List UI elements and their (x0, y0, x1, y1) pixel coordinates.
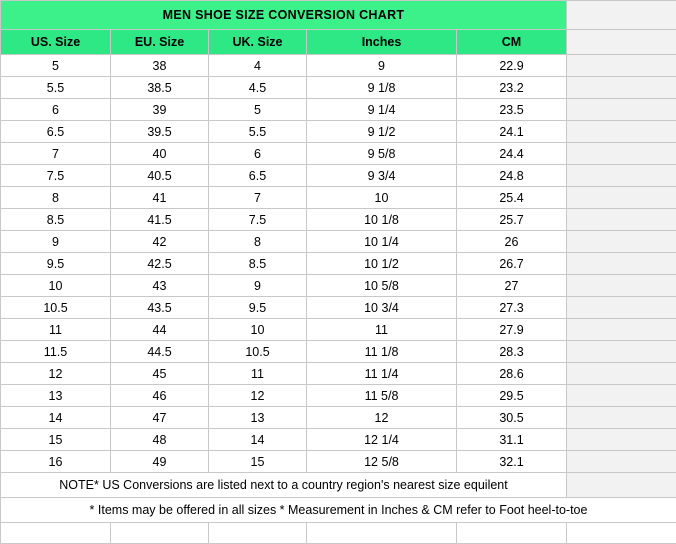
empty-cell (567, 143, 676, 165)
empty-cell (567, 209, 676, 231)
cell-us-size: 7.5 (1, 165, 111, 187)
note-row (1, 498, 676, 523)
empty-cell (567, 187, 676, 209)
cell-inches: 12 1/4 (307, 429, 457, 451)
cell-uk-size: 5.5 (209, 121, 307, 143)
cell-us-size: 9.5 (1, 253, 111, 275)
table-row (1, 385, 676, 407)
empty-cell (567, 165, 676, 187)
cell-inches: 10 (307, 187, 457, 209)
empty-cell (567, 363, 676, 385)
table-row (1, 231, 676, 253)
cell-cm: 28.3 (457, 341, 567, 363)
cell-us-size: 11.5 (1, 341, 111, 363)
cell-eu-size: 41 (111, 187, 209, 209)
cell-uk-size: 6.5 (209, 165, 307, 187)
cell-eu-size: 38.5 (111, 77, 209, 99)
cell-cm: 27 (457, 275, 567, 297)
cell-uk-size: 12 (209, 385, 307, 407)
cell-inches: 9 1/8 (307, 77, 457, 99)
cell-cm: 31.1 (457, 429, 567, 451)
cell-cm: 22.9 (457, 55, 567, 77)
empty-cell (567, 253, 676, 275)
cell-inches: 11 5/8 (307, 385, 457, 407)
cell-cm: 28.6 (457, 363, 567, 385)
empty-cell (567, 275, 676, 297)
note-row (1, 473, 676, 498)
cell-eu-size: 46 (111, 385, 209, 407)
column-header-eu-size: EU. Size (111, 30, 209, 55)
empty-cell (209, 523, 307, 544)
empty-cell (567, 385, 676, 407)
empty-cell (567, 30, 676, 55)
empty-cell (567, 523, 676, 544)
cell-inches: 10 3/4 (307, 297, 457, 319)
cell-eu-size: 38 (111, 55, 209, 77)
cell-cm: 24.1 (457, 121, 567, 143)
cell-inches: 9 (307, 55, 457, 77)
cell-cm: 24.4 (457, 143, 567, 165)
empty-cell (567, 77, 676, 99)
table-row (1, 275, 676, 297)
column-header-uk-size: UK. Size (209, 30, 307, 55)
table-row (1, 363, 676, 385)
cell-cm: 26 (457, 231, 567, 253)
cell-eu-size: 48 (111, 429, 209, 451)
cell-us-size: 10.5 (1, 297, 111, 319)
empty-cell (111, 523, 209, 544)
cell-eu-size: 40 (111, 143, 209, 165)
cell-uk-size: 15 (209, 451, 307, 473)
cell-eu-size: 39.5 (111, 121, 209, 143)
cell-uk-size: 8.5 (209, 253, 307, 275)
cell-uk-size: 5 (209, 99, 307, 121)
cell-eu-size: 43.5 (111, 297, 209, 319)
empty-cell (567, 231, 676, 253)
cell-us-size: 13 (1, 385, 111, 407)
cell-us-size: 5 (1, 55, 111, 77)
empty-cell (567, 407, 676, 429)
cell-eu-size: 44 (111, 319, 209, 341)
cell-us-size: 6 (1, 99, 111, 121)
cell-us-size: 12 (1, 363, 111, 385)
empty-cell (567, 297, 676, 319)
cell-uk-size: 4 (209, 55, 307, 77)
table-row (1, 121, 676, 143)
cell-inches: 11 (307, 319, 457, 341)
cell-inches: 10 1/4 (307, 231, 457, 253)
cell-eu-size: 44.5 (111, 341, 209, 363)
table-row (1, 55, 676, 77)
cell-us-size: 10 (1, 275, 111, 297)
cell-uk-size: 13 (209, 407, 307, 429)
cell-cm: 25.7 (457, 209, 567, 231)
cell-us-size: 8.5 (1, 209, 111, 231)
empty-cell (567, 55, 676, 77)
cell-cm: 29.5 (457, 385, 567, 407)
cell-uk-size: 10 (209, 319, 307, 341)
cell-inches: 9 1/2 (307, 121, 457, 143)
table-body (1, 1, 676, 544)
cell-uk-size: 11 (209, 363, 307, 385)
cell-us-size: 14 (1, 407, 111, 429)
cell-inches: 10 1/8 (307, 209, 457, 231)
table-row (1, 341, 676, 363)
table-row (1, 77, 676, 99)
table-row (1, 99, 676, 121)
empty-cell (567, 121, 676, 143)
cell-cm: 23.5 (457, 99, 567, 121)
cell-us-size: 11 (1, 319, 111, 341)
table-row (1, 429, 676, 451)
cell-uk-size: 8 (209, 231, 307, 253)
cell-inches: 10 1/2 (307, 253, 457, 275)
cell-cm: 27.3 (457, 297, 567, 319)
empty-cell (567, 1, 676, 30)
table-row (1, 143, 676, 165)
column-header-cm: CM (457, 30, 567, 55)
table-row (1, 165, 676, 187)
empty-cell (567, 319, 676, 341)
note-conversions: NOTE* US Conversions are listed next to a country region's nearest size equilent (1, 473, 567, 498)
cell-us-size: 16 (1, 451, 111, 473)
cell-cm: 30.5 (457, 407, 567, 429)
cell-uk-size: 9 (209, 275, 307, 297)
header-row (1, 30, 676, 55)
cell-eu-size: 49 (111, 451, 209, 473)
empty-cell (567, 341, 676, 363)
cell-eu-size: 41.5 (111, 209, 209, 231)
chart-title: MEN SHOE SIZE CONVERSION CHART (1, 1, 567, 30)
cell-eu-size: 39 (111, 99, 209, 121)
column-header-us-size: US. Size (1, 30, 111, 55)
cell-uk-size: 6 (209, 143, 307, 165)
cell-uk-size: 9.5 (209, 297, 307, 319)
cell-cm: 24.8 (457, 165, 567, 187)
cell-eu-size: 42.5 (111, 253, 209, 275)
cell-uk-size: 4.5 (209, 77, 307, 99)
table-row (1, 451, 676, 473)
cell-uk-size: 14 (209, 429, 307, 451)
cell-us-size: 5.5 (1, 77, 111, 99)
table-row (1, 253, 676, 275)
cell-inches: 11 1/4 (307, 363, 457, 385)
note-measurement: * Items may be offered in all sizes * Measurement in Inches & CM refer to Foot heel-to-toe (1, 498, 676, 523)
cell-uk-size: 7.5 (209, 209, 307, 231)
table-row (1, 209, 676, 231)
cell-eu-size: 43 (111, 275, 209, 297)
cell-us-size: 9 (1, 231, 111, 253)
cell-cm: 32.1 (457, 451, 567, 473)
empty-cell (1, 523, 111, 544)
cell-uk-size: 10.5 (209, 341, 307, 363)
cell-cm: 27.9 (457, 319, 567, 341)
cell-us-size: 15 (1, 429, 111, 451)
cell-inches: 12 5/8 (307, 451, 457, 473)
table-row (1, 319, 676, 341)
cell-eu-size: 47 (111, 407, 209, 429)
table-row (1, 187, 676, 209)
empty-cell (567, 473, 676, 498)
cell-uk-size: 7 (209, 187, 307, 209)
cell-inches: 12 (307, 407, 457, 429)
cell-eu-size: 42 (111, 231, 209, 253)
column-header-inches: Inches (307, 30, 457, 55)
empty-cell (457, 523, 567, 544)
cell-eu-size: 40.5 (111, 165, 209, 187)
cell-cm: 25.4 (457, 187, 567, 209)
cell-inches: 9 5/8 (307, 143, 457, 165)
cell-us-size: 7 (1, 143, 111, 165)
cell-us-size: 6.5 (1, 121, 111, 143)
empty-cell (567, 451, 676, 473)
cell-inches: 9 1/4 (307, 99, 457, 121)
cell-cm: 23.2 (457, 77, 567, 99)
table-row (1, 297, 676, 319)
table-row (1, 407, 676, 429)
cell-eu-size: 45 (111, 363, 209, 385)
empty-row (1, 523, 676, 544)
title-row (1, 1, 676, 30)
cell-inches: 10 5/8 (307, 275, 457, 297)
cell-inches: 11 1/8 (307, 341, 457, 363)
empty-cell (567, 429, 676, 451)
cell-cm: 26.7 (457, 253, 567, 275)
cell-us-size: 8 (1, 187, 111, 209)
cell-inches: 9 3/4 (307, 165, 457, 187)
empty-cell (567, 99, 676, 121)
empty-cell (307, 523, 457, 544)
